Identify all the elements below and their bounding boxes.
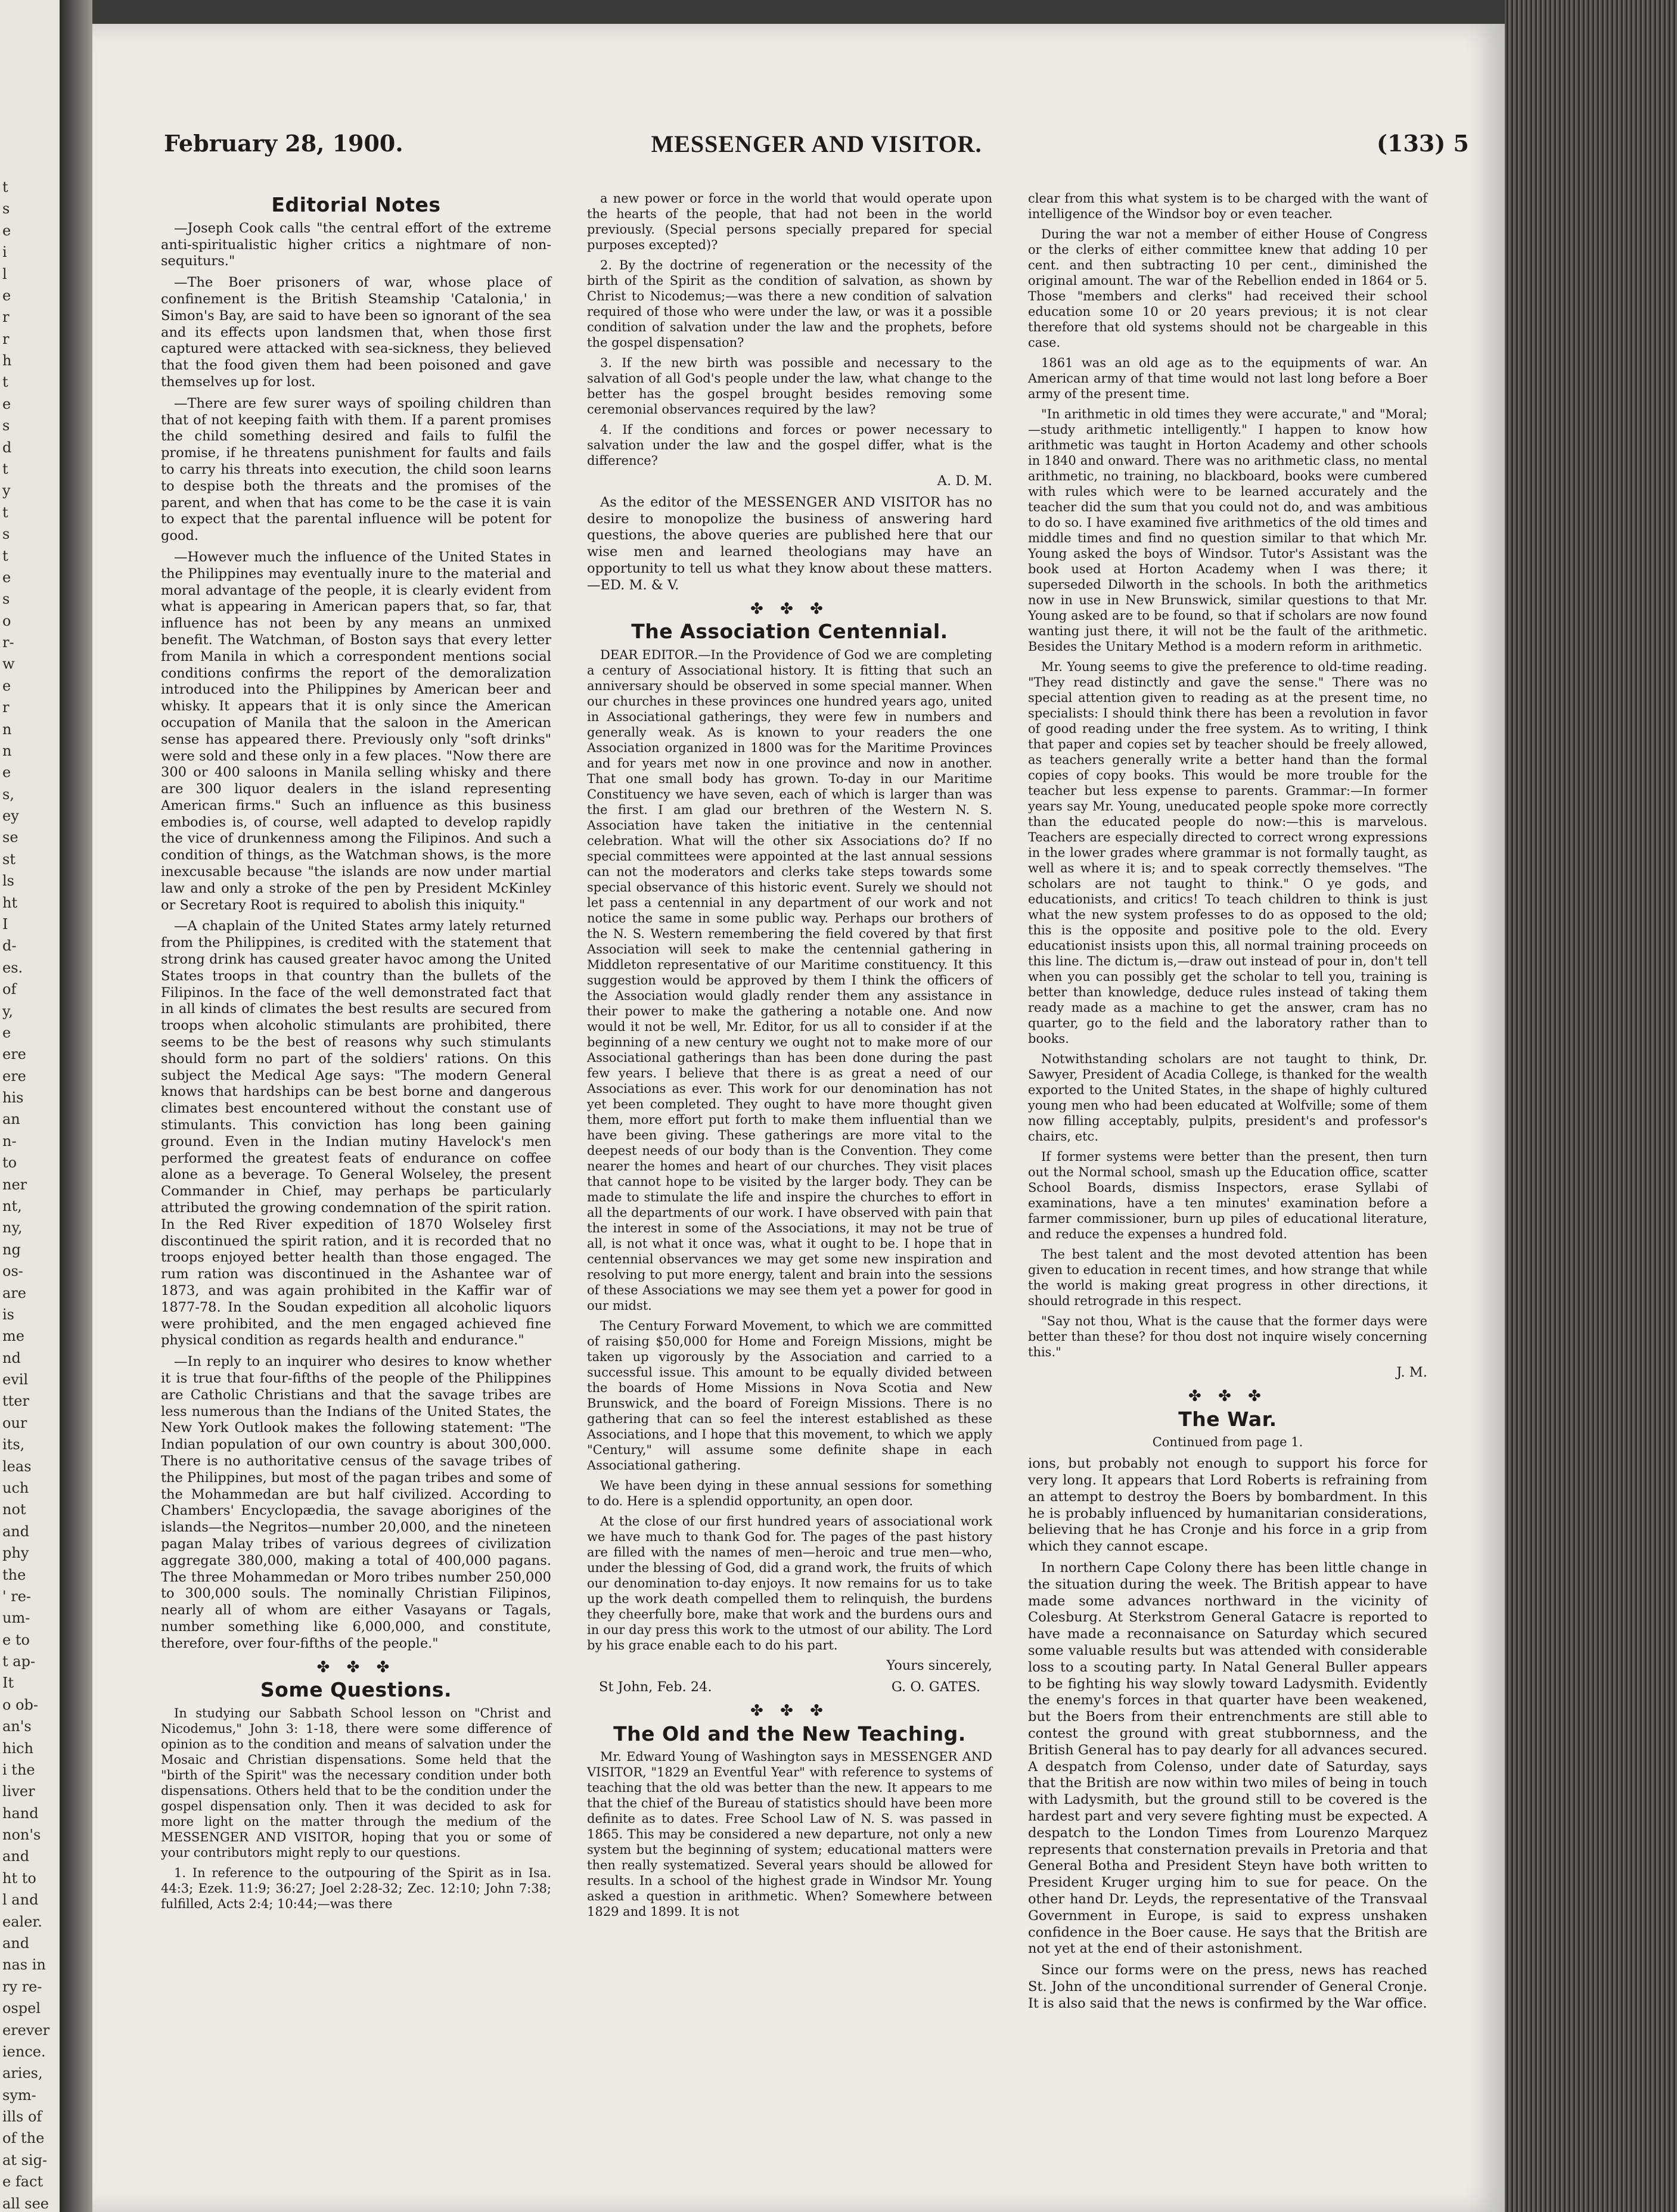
- facing-page-fragment: hand: [2, 1804, 39, 1822]
- signature-adm: A. D. M.: [937, 473, 992, 489]
- section-title-editorial-notes: Editorial Notes: [271, 193, 441, 216]
- question-paragraph: 4. If the conditions and forces or power necessary to salvation under the law and the gospel differ, what is the difference?: [587, 422, 992, 468]
- facing-page-fragment: s: [2, 591, 10, 608]
- facing-page-fragment: me: [2, 1328, 24, 1345]
- facing-page-fragment: leas: [2, 1458, 32, 1475]
- facing-page-fragment: s: [2, 417, 10, 434]
- editorial-paragraph: —Joseph Cook calls "the central effort of the extreme anti-spiritualistic higher critics a nightmare of non-sequiturs.": [161, 220, 551, 269]
- facing-page-fragment: all see: [2, 2195, 49, 2212]
- facing-page-fragment: I: [2, 916, 8, 933]
- facing-page-fragment: e fact: [2, 2173, 44, 2191]
- facing-page-fragment: ills of: [2, 2108, 42, 2126]
- facing-page-fragment: e to: [2, 1631, 30, 1648]
- editorial-paragraph: —In reply to an inquirer who desires to know whether it is true that four-fifths of the people of the Philippines are Catholic Christians and that the savage tribes are less numerous than the Indians of the United States, the New York Outlook makes the following statement: "The Indian population of our own country is about 300,000. There is no authoritative census of the savage tribes of the Philippines, but most of the pagan tribes and some of the Mohammedan are but half civilized. According to Chambers' Encyclopædia, the savage aborigines of the islands—the Negritos—number 20,000, and the nineteen pagan Malay tribes of various degrees of civilization aggregate 380,000, making a total of 400,000 pagans. The three Mohammedan or Moro tribes number 250,000 to 300,000 souls. The nominally Christian Filipinos, nearly all of whom are either Vasayans or Tagals, number something like 6,000,000, and constitute, therefore, over four-fifths of the people.": [161, 1354, 551, 1651]
- page-number: (133) 5: [1377, 130, 1469, 157]
- facing-page-fragment: ny,: [2, 1219, 23, 1237]
- facing-page-fragment: liver: [2, 1783, 35, 1800]
- facing-page-fragment: non's: [2, 1826, 41, 1844]
- facing-page-fragment: ls: [2, 872, 14, 890]
- centennial-paragraph: The Century Forward Movement, to which we are committed of raising $50,000 for Home and Foreign Missions, might be taken up vigorously by the Association and carried to a successful issue. This amount to be equally divided between the boards of Home Missions in Nova Scotia and New Brunswick, and the board of Foreign Missions. There is no gathering that can so feel the interest established as these Associations, and I hope that this movement, to which we apply "Century," will assume some definite shape in each Associational gathering.: [587, 1319, 992, 1473]
- facing-page-fragment: t: [2, 547, 8, 564]
- facing-page-fragment: ospel: [2, 2000, 41, 2017]
- teaching-paragraph: If former systems were better than the present, then turn out the Normal school, smash up the Education office, scatter School Boards, dismiss Inspectors, erase Syllabi of examinations, have a ten minutes' examination before a farmer commissioner, burn up piles of educational literature, and reduce the expenses a hundred fold.: [1028, 1150, 1427, 1241]
- question-paragraph: 2. By the doctrine of regeneration or the necessity of the birth of the Spirit as the condition of salvation, as shown by Christ to Nicodemus;—was there a new condition of salvation required of those who were under the law, or was it a possible condition of salvation under the law and the prophets, before the gospel dispensation?: [587, 258, 992, 350]
- column-2: [587, 191, 992, 1924]
- teaching-paragraph: "Say not thou, What is the cause that the former days were better than these? for thou dost not inquire wisely concerning this.": [1028, 1314, 1427, 1359]
- facing-page-fragment: e: [2, 1024, 11, 1041]
- section-ornament: ✤ ✤ ✤: [750, 599, 829, 618]
- editorial-paragraph: —The Boer prisoners of war, whose place of confinement is the British Steamship 'Catalonia,' in Simon's Bay, are said to have been so ignorant of the sea and its effects upon landsmen that, when those first captured were attacked with sea-sickness, they believed that the food given them had been poisoned and gave themselves up for lost.: [161, 275, 551, 390]
- editor-note: As the editor of the MESSENGER AND VISITOR has no desire to monopolize the business of answering hard questions, the above queries are published here that our wise men and learned theologians may have an opportunity to tell us what they know about these matters.—ED. M. & V.: [587, 494, 992, 593]
- facing-page-fragment: nas in: [2, 1956, 46, 1974]
- centennial-paragraph: We have been dying in these annual sessions for something to do. Here is a splendid opportunity, an open door.: [587, 1478, 992, 1509]
- facing-page-fragment: of the: [2, 2130, 45, 2147]
- facing-page-fragment: os-: [2, 1263, 23, 1280]
- facing-page-fragment: ng: [2, 1241, 21, 1258]
- war-paragraph: In northern Cape Colony there has been little change in the situation during the week. The British appear to have made some advances northward in the vicinity of Colesburg. At Sterkstrom General Gatacre is reported to have made a reconnaisance on Saturday which secured some valuable results but was attended with considerable loss to a scouting party. In Natal General Buller appears to be fighting his way slowly toward Ladysmith. Evidently the enemy's forces in that quarter have been weakened, but the Boers from their entrenchments are still able to contest the ground with great stubbornness, and the British General has to pay dearly for all advances secured. A despatch from Colenso, under date of Saturday, says that the British are now within two miles of being in touch with Ladysmith, but the ground still to be covered is the hardest part and very severe fighting must be expected. A despatch to the London Times from Lourenzo Marquez represents that consternation prevails in Pretoria and that General Botha and President Steyn have both written to President Kruger urging him to sue for peace. On the other hand Dr. Leyds, the representative of the Transvaal Government in Europe, is said to express unshaken confidence in the Boer cause. He says that the British are not yet at the end of their astonishment.: [1028, 1559, 1427, 1957]
- teaching-paragraph: The best talent and the most devoted attention has been given to education in recent times, and how strange that while the world is making great progress in other directions, it should retrograde in this respect.: [1028, 1247, 1427, 1308]
- book-page-edges: [1505, 0, 1677, 2212]
- facing-page-fragment: r: [2, 309, 10, 326]
- facing-page-fragment: i the: [2, 1761, 35, 1778]
- facing-page-fragment: and: [2, 1935, 30, 1952]
- facing-page-fragment: e: [2, 677, 11, 694]
- letter-place-date: St John, Feb. 24.: [599, 1679, 712, 1695]
- facing-page-fragment: ht: [2, 894, 18, 911]
- facing-page-fragment: e: [2, 222, 11, 239]
- facing-page-fragment: hich: [2, 1739, 34, 1757]
- teaching-paragraph: "In arithmetic in old times they were accurate," and "Moral;—study arithmetic intelligently." I happen to know how arithmetic was taught in Horton Academy and other schools in 1840 and onward. There was no arithmetic class, no mental arithmetic, no training, no blackboard, books were cumbered with rules which were to be learned accurately and the teacher did the sum that you could not do, and was ambitious to do so. I have examined five arithmetics of the old times and middle times and find no question similar to that which Mr. Young asked the boys of Windsor. Tutor's Assistant was the book used at Horton Academy when I was there; it superseded Dilworth in the schools. In both the arithmetics now in use in New Brunswick, similar questions to that Mr. Young asked are to be found, so that if scholars are now found wanting just there, it will not be the fault of the arithmetic. Besides the Unitary Method is a modern reform in arithmetic.: [1028, 407, 1427, 654]
- column-3: [1028, 191, 1427, 2017]
- section-ornament: ✤ ✤ ✤: [1188, 1387, 1267, 1405]
- old-new-paragraph: Mr. Edward Young of Washington says in MESSENGER AND VISITOR, "1829 an Eventful Year" with reference to systems of teaching that the old was better than the new. It appears to me that the chief of the Bureau of statistics should have been more definite as to dates. Free School Law of N. S. was passed in 1865. This may be considered a new departure, not only a new system but the beginning of system; educational matters were then really systematized. Several years should be allowed for results. In a school of the highest grade in Windsor Mr. Young asked a question in arithmetic. When? Somewhere between 1829 and 1899. It is not: [587, 1750, 992, 1919]
- teaching-paragraph: Mr. Young seems to give the preference to old-time reading. "They read distinctly and gave the sense." There was no special attention given to reading as at the present time, no specialists: I should think there has been a revolution in favor of good reading under the free system. As to writing, I think that paper and copies set by teacher should be freely allowed, as teachers generally write a better hand than the formal copies of copy books. This would be more trouble for the teacher but less expense to parents. Grammar:—In former years say Mr. Young, uneducated people spoke more correctly than the educated people do now:—this is marvelous. Teachers are especially directed to correct wrong expressions in the lower grades where grammar is not formally taught, as well as where it is; and to speak correctly themselves. "The scholars are not taught to think." O ye gods, and educationists, and critics! To teach children to think is just what the new system professes to do as opposed to the old; this is the opposite and positive pole to the old. Every educationist insists upon this, all normal training proceeds on this line. The dictum is,—draw out instead of pour in, don't tell when you can possibly get the scholar to tell you, training is better than knowledge, deduce rules instead of taking them ready made as a machine to get the answer, cram has no quarter, go to the field and the laboratory rather than to books.: [1028, 660, 1427, 1046]
- signature-jm: J. M.: [1396, 1365, 1427, 1380]
- facing-page-fragment: n: [2, 742, 12, 759]
- letter-author: G. O. GATES.: [891, 1679, 980, 1695]
- facing-page-fragment: t ap-: [2, 1653, 36, 1670]
- facing-page-fragment: es.: [2, 959, 23, 976]
- facing-page-fragment: uch: [2, 1479, 29, 1496]
- facing-page-fragment: aries,: [2, 2065, 43, 2082]
- section-title-some-questions: Some Questions.: [260, 1678, 452, 1702]
- facing-page-fragment: phy: [2, 1545, 29, 1562]
- facing-page-fragment: sym-: [2, 2086, 36, 2104]
- facing-page-fragment: e: [2, 287, 11, 304]
- facing-page-fragment: y: [2, 482, 11, 499]
- facing-page-fragment: o ob-: [2, 1696, 38, 1713]
- facing-page-fragment: his: [2, 1089, 24, 1107]
- facing-page-fragment: evil: [2, 1371, 29, 1388]
- facing-page-fragment: st: [2, 850, 15, 868]
- teaching-paragraph: During the war not a member of either House of Congress or the clerks of either committee knew that adding 10 per cent. and then subtracting 10 per cent., diminished the original amount. The war of the Rebellion ended in 1864 or 5. Those "members and clerks" had received their school education some 10 or 20 years previous; it is not clear therefore that old systems should not be chargeable in this case.: [1028, 227, 1427, 350]
- facing-page-fragment: to: [2, 1154, 17, 1172]
- facing-page-fragment: not: [2, 1501, 26, 1518]
- facing-page-fragment: l: [2, 265, 7, 282]
- facing-page-fragment: its,: [2, 1436, 25, 1453]
- facing-page-fragment: w: [2, 655, 15, 673]
- section-title-the-war: The War.: [1178, 1407, 1277, 1431]
- facing-page-fragment: ner: [2, 1176, 27, 1193]
- issue-date: February 28, 1900.: [164, 130, 403, 157]
- facing-page-fragment: s: [2, 200, 10, 218]
- facing-page-fragment: o: [2, 612, 11, 629]
- facing-page-fragment: r: [2, 330, 10, 347]
- book-gutter: [60, 0, 92, 2212]
- questions-intro: In studying our Sabbath School lesson on "Christ and Nicodemus," John 3: 1-18, there were some difference of opinion as to the condition and means of salvation under the Mosaic and Christian dispensations. Some held that the "birth of the Spirit" was the necessary condition under both dispensations. Others held that to be the condition under the gospel dispensation only. Then it was decided to ask for more light on the matter through the medium of the MESSENGER AND VISITOR, hoping that you or some of your contributors might reply to our questions.: [161, 1706, 551, 1860]
- facing-page-fragment: nt,: [2, 1198, 22, 1214]
- facing-page-fragment: d: [2, 439, 12, 456]
- facing-page-fragment: e: [2, 395, 11, 412]
- question-paragraph: 3. If the new birth was possible and necessary to the salvation of all God's people under the law, what change to the better has the gospel brought besides removing some ceremonial observances required by the law?: [587, 356, 992, 417]
- facing-page-fragment: is: [2, 1306, 14, 1323]
- facing-page-fragment: r: [2, 699, 10, 716]
- continued-note: Continued from page 1.: [1152, 1435, 1303, 1450]
- war-paragraph: Since our forms were on the press, news has reached St. John of the unconditional surrender of General Cronje. It is also said that the news is confirmed by the War office.: [1028, 1962, 1427, 2011]
- facing-page-fragment: and: [2, 1848, 30, 1865]
- column-1: [161, 191, 551, 1916]
- facing-page-fragment: t: [2, 504, 8, 521]
- facing-page-fragment: ience.: [2, 2043, 46, 2060]
- facing-page-fragment: are: [2, 1284, 26, 1301]
- facing-page-fragment: r-: [2, 634, 14, 651]
- facing-page-fragment: i: [2, 244, 7, 261]
- teaching-paragraph: Notwithstanding scholars are not taught to think, Dr. Sawyer, President of Acadia College, is thanked for the wealth exported to the United States, in the shape of highly cultured young men who had been educated at Wolfville; some of them now filling acceptably, pulpits, president's and professor's chairs, etc.: [1028, 1052, 1427, 1144]
- facing-page-fragment: at sig-: [2, 2151, 48, 2168]
- question-1: 1. In reference to the outpouring of the Spirit as in Isa. 44:3; Ezek. 11:9; 36:27; Joel 2:28-32; Zec. 12:10; John 7:38; fulfilled, Acts 2:4; 10:44;—was there: [161, 1866, 551, 1912]
- facing-page-fragment: n: [2, 720, 12, 738]
- facing-page-fragment: ey: [2, 807, 19, 825]
- facing-page-fragment: an: [2, 1111, 20, 1128]
- facing-page-fragment: tter: [2, 1393, 29, 1410]
- teaching-paragraph: 1861 was an old age as to the equipments of war. An American army of that time would not last long before a Boer army of the present time.: [1028, 356, 1427, 401]
- facing-page-fragment: of: [2, 981, 17, 998]
- facing-page-fragment: um-: [2, 1610, 30, 1627]
- masthead-title: MESSENGER AND VISITOR.: [651, 131, 982, 157]
- facing-page-fragment: s,: [2, 785, 14, 803]
- facing-page-fragment: n-: [2, 1132, 17, 1150]
- letter-closing: Yours sincerely,: [886, 1658, 992, 1674]
- centennial-paragraph: DEAR EDITOR.—In the Providence of God we are completing a century of Associational history. It is fitting that such an anniversary should be observed in some special manner. When our churches in these provinces one hundred years ago, united in Associational gatherings, they were few in numbers and generally weak. As is known to your readers the one Association organized in 1800 was for the Maritime Provinces and for years met now in one province and now in another. That one small body has grown. To-day in our Maritime Constituency we have seven, each of which is larger than was the first. I am glad our brethren of the Western N. S. Association have taken the initiative in the centennial celebration. What will the other six Associations do? If no special committees were appointed at the last annual sessions can not the moderators and clerks take steps towards some special observance of this historic event. Surely we should not let pass a centennial in any department of our work and not notice the same in some public way. Perhaps our brothers of the N. S. Western remembering the field covered by that first Association will seek to make the centennial gathering in Middleton representative of our Maritime constituency. It this suggestion would be approved by them I think the officers of the Association would gladly render them any assistance in their power to make the gathering a notable one. And now would it not be well, Mr. Editor, for us all to consider if at the beginning of a new century we ought not to make more of our Associational gatherings than has been done during the past few years. I believe that there is as great a need of our Associations as ever. This work for our denomination has not yet been completed. They ought to have more thought given them, more effort put forth to make them influential than we have been giving. These gatherings are more vital to the deepest needs of our body than is the Convention. They come nearer the homes and heart of our churches. They visit places that cannot hope to be visited by the larger body. They can be made to stimulate the life and inspire the churches to effort in all the departments of our work. I have observed with pain that the interest in some of the Associations, it may not be true of all, is not what it once was, what it ought to be. I hope that in centennial observances we may get some new inspiration and resolving to put more energy, talent and brain into the sessions of these Associations we may see them yet a power for good in our midst.: [587, 648, 992, 1313]
- facing-page-fragment: se: [2, 829, 18, 846]
- question-paragraph: a new power or force in the world that would operate upon the hearts of the people, that had not been in the world previously. (Special persons specially prepared for special purposes excepted)?: [587, 191, 992, 252]
- facing-page-fragment: nd: [2, 1349, 21, 1366]
- facing-page-fragment: ry re-: [2, 1978, 42, 1995]
- section-ornament: ✤ ✤ ✤: [750, 1701, 829, 1720]
- facing-page-fragment: h: [2, 352, 12, 369]
- facing-page-strip: [0, 0, 60, 2212]
- facing-page-fragment: ealer.: [2, 1913, 42, 1930]
- facing-page-fragment: y,: [2, 1002, 13, 1020]
- facing-page-fragment: t: [2, 374, 8, 391]
- editorial-paragraph: —A chaplain of the United States army lately returned from the Philippines, is credited with the statement that strong drink has caused greater havoc among the United States troops in that country than the bullets of the Filipinos. In the face of the well demonstrated fact that in all kinds of climates the best results are secured from troops when alcoholic stimulants are prohibited, there seems to be the best of reasons why such stimulants should form no part of the soldiers' rations. On this subject the Medical Age says: "The modern General knows that hardships can be best borne and dangerous climates best encountered without the constant use of stimulants. This conviction has long been gaining ground. Even in the Indian mutiny Havelock's men performed the greatest feats of endurance on coffee alone as a beverage. To General Wolseley, the present Commander in Chief, may perhaps be particularly attributed the growing condemnation of the spirit ration. In the Red River expedition of 1870 Wolseley first discontinued the spirit ration, and it is recorded that no troops enjoyed better health than those engaged. The rum ration was discontinued in the Ashantee war of 1873, and was again prohibited in the Kaffir war of 1877-78. In the Soudan expedition all alcoholic liquors were prohibited, and the men engaged achieved fine physical condition as regards health and endurance.": [161, 918, 551, 1349]
- letter-signoff: [587, 1679, 992, 1696]
- facing-page-fragment: e: [2, 568, 11, 586]
- facing-page-fragment: e: [2, 764, 11, 781]
- facing-page-fragment: s: [2, 526, 10, 543]
- newspaper-page: [92, 24, 1505, 2212]
- facing-page-fragment: an's: [2, 1718, 32, 1735]
- teaching-paragraph: clear from this what system is to be charged with the want of intelligence of the Windsor boy or even teacher.: [1028, 191, 1427, 221]
- section-title-old-new-teaching: The Old and the New Teaching.: [613, 1722, 966, 1745]
- facing-page-fragment: erever: [2, 2021, 50, 2039]
- facing-page-fragment: l and: [2, 1891, 39, 1909]
- editorial-paragraph: —There are few surer ways of spoiling children than that of not keeping faith with them. If a parent promises the child something desired and fails to fulfil the promise, if he threatens punishment for faults and fails to carry his threats into execution, the child soon learns to despise both the threats and the promises of the parent, and when that has come to be the case it is vain to expect that the parental influence will be potent for good.: [161, 395, 551, 544]
- facing-page-fragment: and: [2, 1523, 30, 1540]
- facing-page-fragment: our: [2, 1414, 27, 1431]
- section-title-association-centennial: The Association Centennial.: [631, 620, 948, 644]
- facing-page-fragment: It: [2, 1674, 14, 1692]
- section-ornament: ✤ ✤ ✤: [316, 1658, 396, 1676]
- facing-page-fragment: d-: [2, 937, 17, 955]
- war-paragraph: ions, but probably not enough to support his force for very long. It appears that Lord Roberts is refraining from an attempt to destroy the Boers by bombardment. In this he is probably influenced by humanitarian considerations, believing that he has Cronje and his force in a grip from which they cannot escape.: [1028, 1456, 1427, 1555]
- facing-page-fragment: the: [2, 1566, 26, 1583]
- facing-page-fragment: ' re-: [2, 1587, 32, 1605]
- facing-page-fragment: t: [2, 179, 8, 195]
- facing-page-fragment: ere: [2, 1067, 26, 1085]
- facing-page-fragment: ere: [2, 1046, 26, 1063]
- editorial-paragraph: —However much the influence of the United States in the Philippines may eventually inure to the material and moral advantage of the people, it is clearly evident from what is appearing in American papers that, so far, that influence has not been by any means an unmixed benefit. The Watchman, of Boston says that every letter from Manila in which a correspondent mentions social conditions confirms the report of the demoralization introduced into the Philippines by American beer and whisky. It appears that it is only since the American occupation of Manila that the saloon in the American sense has appeared there. Previously only "soft drinks" were sold and these only in a few places. "Now there are 300 or 400 saloons in Manila selling whisky and there are 300 liquor dealers in the island representing American firms." Such an influence as this business embodies is, of course, well adapted to develop rapidly the vice of drunkenness among the Filipinos. And such a condition of things, as the Watchman shows, is the more inexcusable because "the islands are now under martial law and only a stroke of the pen by President McKinley or Secretary Root is required to abolish this iniquity.": [161, 549, 551, 913]
- centennial-paragraph: At the close of our first hundred years of associational work we have much to thank God for. The pages of the past history are filled with the names of men—heroic and true men—who, under the blessing of God, did a grand work, the fruits of which our denomination to-day enjoys. It now remains for us to take up the work death compelled them to relinquish, the burdens they cheerfully bore, make that work and the burdens ours and in our day press this work to the utmost of our ability. The Lord by his grace enable each to do his part.: [587, 1514, 992, 1653]
- facing-page-fragment: ht to: [2, 1869, 36, 1887]
- page-header: [164, 130, 1469, 172]
- facing-page-fragment: t: [2, 460, 8, 477]
